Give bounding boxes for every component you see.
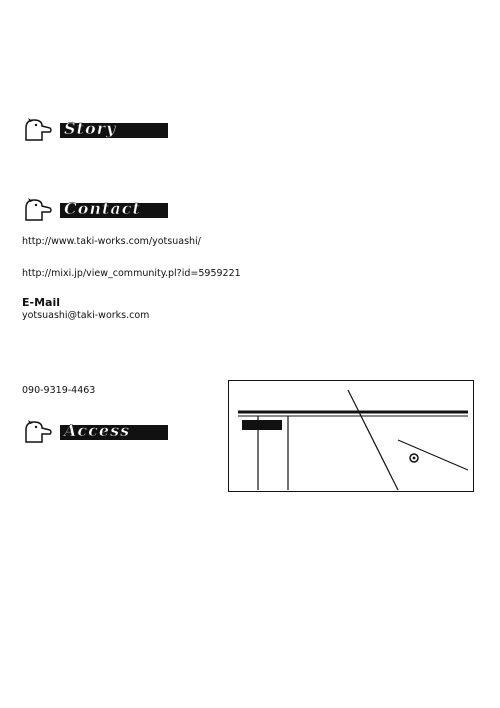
story-title: Story (64, 119, 117, 138)
dog-icon (20, 196, 60, 222)
email-note (22, 322, 478, 368)
email-heading: E-Mail (22, 296, 60, 309)
dog-icon (20, 418, 60, 444)
access-banner (20, 418, 170, 444)
contact-title: Contact (64, 199, 141, 218)
phone-number[interactable]: 090-9319-4463 (22, 385, 96, 396)
contact-banner (20, 196, 170, 222)
access-title: Access (64, 421, 131, 440)
intro-paragraph (22, 8, 478, 94)
bus-note (22, 534, 478, 556)
story-banner (20, 116, 170, 142)
phone-row (22, 385, 95, 396)
email-address[interactable]: yotsuashi@taki-works.com (22, 310, 150, 321)
access-map (228, 380, 474, 492)
bus-body (22, 506, 478, 532)
dog-icon (20, 116, 60, 142)
mixi-url[interactable]: http://mixi.jp/view_community.pl?id=5959221 (22, 268, 241, 279)
story-body (22, 150, 478, 190)
homepage-url[interactable]: http://www.taki-works.com/yotsuashi/ (22, 236, 201, 247)
